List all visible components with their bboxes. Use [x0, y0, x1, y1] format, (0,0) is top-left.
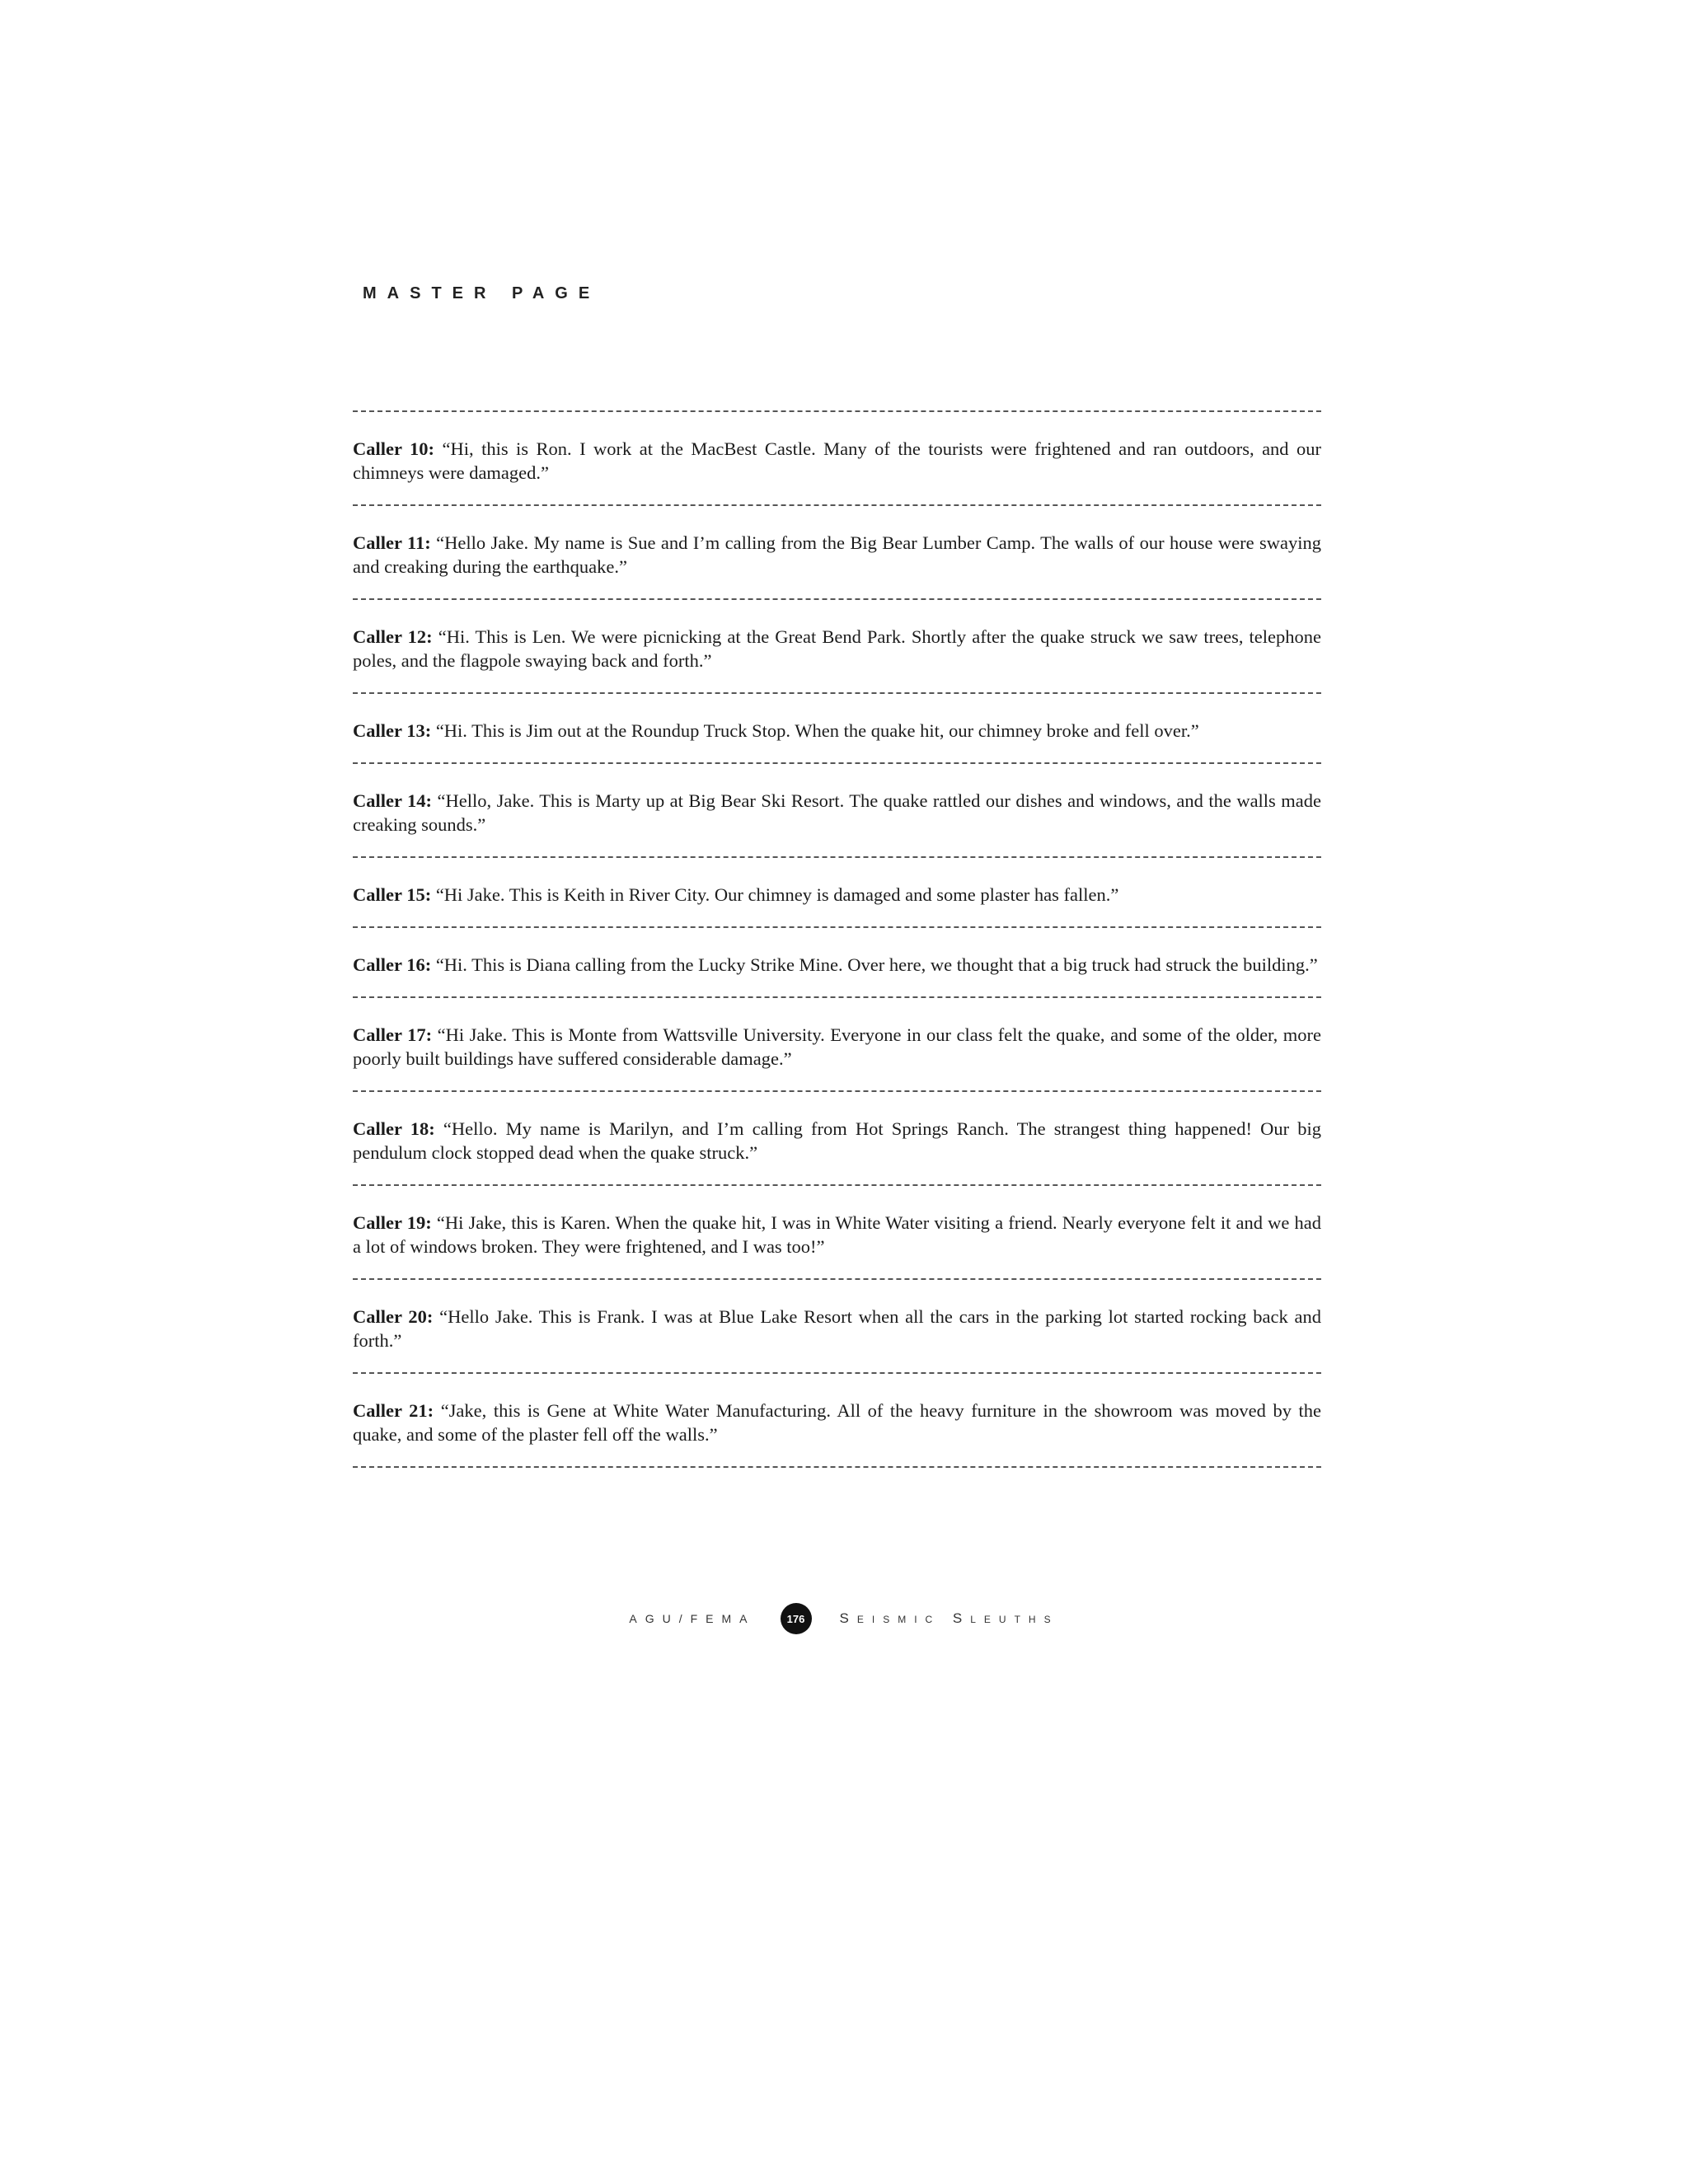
- page-footer: [0, 1603, 1688, 1634]
- caller-label: Caller 12:: [353, 626, 433, 647]
- caller-label: Caller 10:: [353, 438, 435, 459]
- caller-quote: “Hi. This is Len. We were picnicking at the Great Bend Park. Shortly after the quake struck we saw trees, telephone poles, and the flagpole swaying back and forth.”: [353, 626, 1322, 671]
- caller-label: Caller 21:: [353, 1400, 434, 1421]
- page-number-badge: 176: [781, 1603, 812, 1634]
- caller-label: Caller 18:: [353, 1118, 435, 1139]
- caller-label: Caller 20:: [353, 1306, 434, 1327]
- caller-quote: “Hi. This is Jim out at the Roundup Truck Stop. When the quake hit, our chimney broke and fell over.”: [435, 720, 1199, 741]
- caller-entry: [353, 506, 1321, 598]
- caller-quote: “Hi Jake, this is Karen. When the quake hit, I was in White Water visiting a friend. Nearly everyone felt it and we had a lot of windows broken. They were frightened, and I was too!”: [353, 1212, 1322, 1257]
- caller-quote: “Hello. My name is Marilyn, and I’m calling from Hot Springs Ranch. The strangest thing happened! Our big pendulum clock stopped dead when the quake struck.”: [353, 1118, 1321, 1163]
- caller-entry: [353, 764, 1321, 856]
- footer-title: Seismic Sleuths: [839, 1610, 1059, 1626]
- footer-publisher: AGU/FEMA: [629, 1612, 756, 1625]
- caller-label: Caller 17:: [353, 1024, 433, 1045]
- page-header-label: MASTER PAGE: [363, 284, 601, 302]
- caller-quote: “Hi Jake. This is Monte from Wattsville University. Everyone in our class felt the quake, and some of the older, more poorly built buildings have suffered considerable damage.”: [353, 1024, 1322, 1069]
- caller-entry: [353, 1374, 1321, 1466]
- caller-label: Caller 16:: [353, 954, 432, 975]
- caller-entry: [353, 600, 1321, 692]
- caller-entry: [353, 998, 1321, 1090]
- caller-label: Caller 19:: [353, 1212, 432, 1233]
- caller-label: Caller 14:: [353, 790, 433, 811]
- caller-entry: [353, 928, 1321, 996]
- caller-entry: [353, 858, 1321, 926]
- caller-quote: “Hello Jake. This is Frank. I was at Blue Lake Resort when all the cars in the parking lot started rocking back and forth.”: [353, 1306, 1322, 1351]
- caller-list: [353, 410, 1321, 1468]
- caller-entry: [353, 1186, 1321, 1278]
- dashed-divider: [353, 1466, 1321, 1468]
- caller-label: Caller 13:: [353, 720, 432, 741]
- caller-quote: “Jake, this is Gene at White Water Manufacturing. All of the heavy furniture in the showroom was moved by the quake, and some of the plaster fell off the walls.”: [353, 1400, 1322, 1445]
- caller-quote: “Hi Jake. This is Keith in River City. Our chimney is damaged and some plaster has fallen.”: [435, 884, 1119, 905]
- caller-label: Caller 15:: [353, 884, 432, 905]
- caller-label: Caller 11:: [353, 532, 431, 553]
- caller-entry: [353, 694, 1321, 762]
- caller-entry: [353, 412, 1321, 504]
- caller-quote: “Hello, Jake. This is Marty up at Big Bear Ski Resort. The quake rattled our dishes and windows, and the walls made creaking sounds.”: [353, 790, 1322, 835]
- caller-entry: [353, 1280, 1321, 1372]
- caller-quote: “Hello Jake. My name is Sue and I’m calling from the Big Bear Lumber Camp. The walls of our house were swaying and creaking during the earthquake.”: [353, 532, 1321, 577]
- caller-quote: “Hi, this is Ron. I work at the MacBest Castle. Many of the tourists were frightened and ran outdoors, and our chimneys were damaged.”: [353, 438, 1322, 483]
- caller-quote: “Hi. This is Diana calling from the Lucky Strike Mine. Over here, we thought that a big truck had struck the building.”: [435, 954, 1318, 975]
- caller-entry: [353, 1092, 1321, 1184]
